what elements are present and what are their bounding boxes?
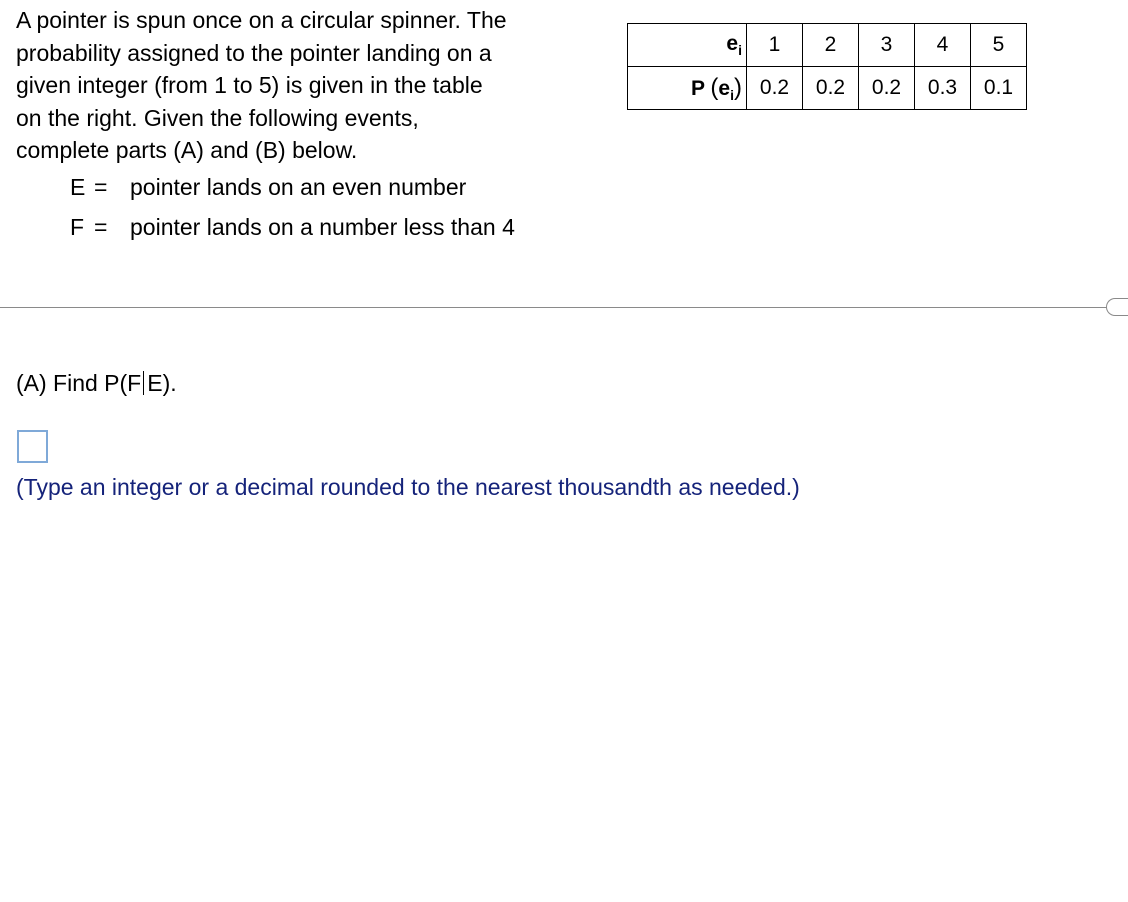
panel-resize-handle[interactable] xyxy=(1106,298,1128,316)
probability-cell: 0.2 xyxy=(747,67,803,110)
event-e-definition xyxy=(70,172,466,202)
probability-cell: 0.2 xyxy=(859,67,915,110)
conditional-bar-icon xyxy=(143,371,144,395)
answer-input-box[interactable] xyxy=(17,430,48,463)
equals-sign: = xyxy=(94,214,108,240)
outcome-header: $e_i$ xyxy=(628,24,747,67)
event-letter: E xyxy=(70,174,86,200)
outcome-cell: 3 xyxy=(859,24,915,67)
outcome-cell: 4 xyxy=(915,24,971,67)
event-description: pointer lands on an even number xyxy=(130,174,467,200)
intro-line: A pointer is spun once on a circular spinner. The xyxy=(16,7,507,33)
outcome-cell: 2 xyxy=(803,24,859,67)
probability-table xyxy=(627,23,1027,110)
intro-line: given integer (from 1 to 5) is given in the table xyxy=(16,72,483,98)
intro-line: probability assigned to the pointer landing on a xyxy=(16,39,492,66)
outcome-cell: 1 xyxy=(747,24,803,67)
probability-header: P $(e_i)$ xyxy=(628,67,747,110)
section-divider xyxy=(0,307,1112,308)
event-f-definition xyxy=(70,212,515,242)
probability-row xyxy=(628,67,1027,110)
probability-cell: 0.2 xyxy=(803,67,859,110)
intro-line: complete parts (A) and (B) below. xyxy=(16,137,358,163)
intro-line: on the right. Given the following events, xyxy=(16,104,419,131)
event-letter: F xyxy=(70,214,85,240)
event-description: pointer lands on a number less than 4 xyxy=(130,214,515,240)
part-a-question xyxy=(16,368,177,398)
outcome-cell: 5 xyxy=(971,24,1027,67)
answer-format-hint: (Type an integer or a decimal rounded to the nearest thousandth as needed.) xyxy=(16,474,800,500)
part-a-prompt-end: E). xyxy=(147,370,177,396)
equals-sign: = xyxy=(94,174,108,200)
probability-cell: 0.1 xyxy=(971,67,1027,110)
part-a-prompt-start: (A) Find P(F xyxy=(16,370,142,396)
outcome-row xyxy=(628,24,1027,67)
problem-statement xyxy=(16,4,596,167)
probability-cell: 0.3 xyxy=(915,67,971,110)
